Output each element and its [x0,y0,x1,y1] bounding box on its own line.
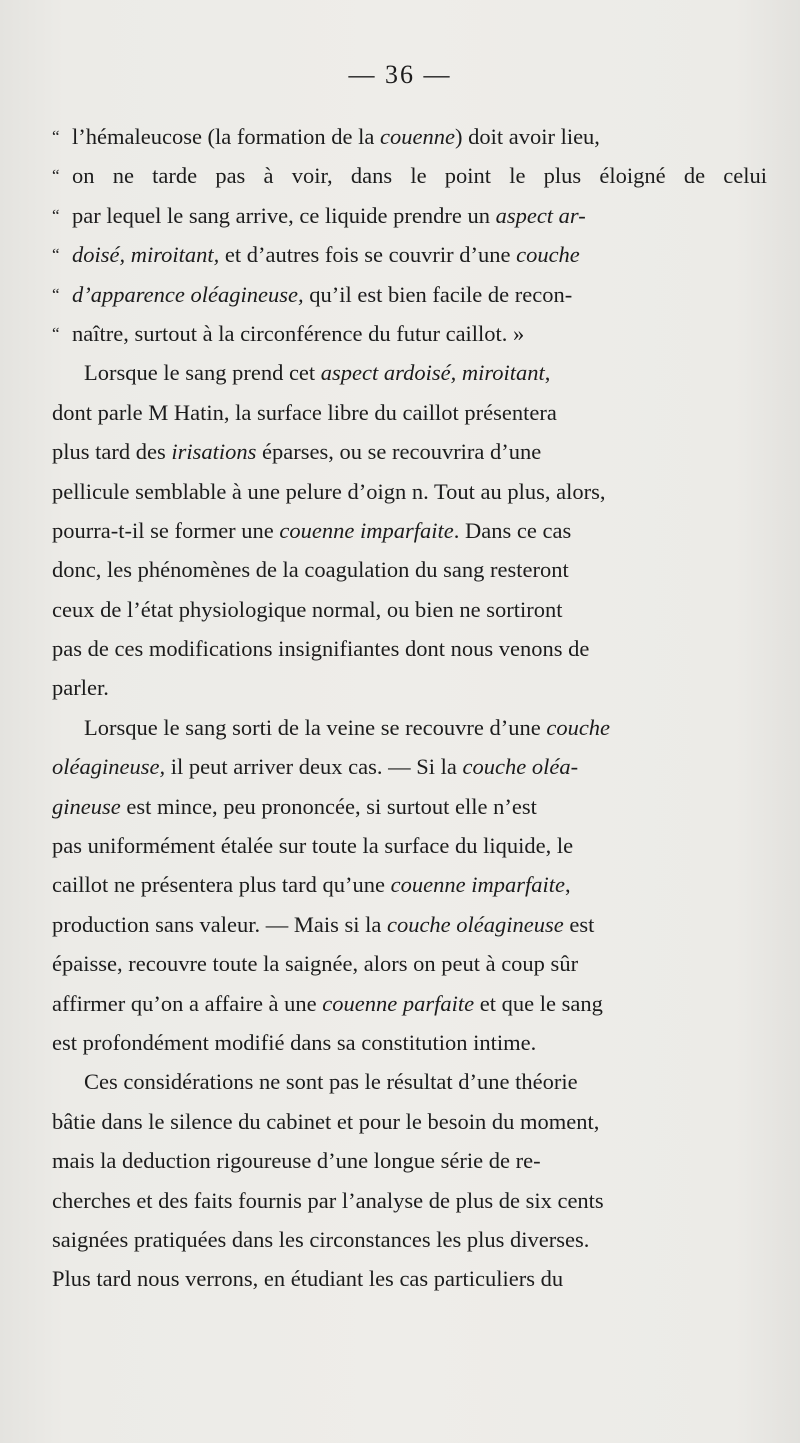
text: par lequel le sang arrive, ce liquide prendre un [72,202,496,228]
text-line [52,787,767,826]
text-line [52,1023,767,1062]
text: mais la deduction rigoureuse d’une longue série de re- [52,1148,541,1174]
text: et d’autres fois se couvrir d’une [219,242,517,268]
text-line [52,905,767,944]
italic-text: couche [546,714,611,740]
text: ) doit avoir lieu, [454,124,600,149]
italic-text: oléagineuse, [52,754,166,780]
italic-text: couenne parfaite [322,990,475,1016]
text: pas uniformément étalée sur toute la surface du liquide, le [52,833,574,859]
text-line [52,156,767,195]
italic-text: couenne imparfaite [390,872,565,898]
text-line [52,747,767,786]
text: pas de ces modifications insignifiantes dont nous venons de [52,636,590,662]
italic-text: gineuse [52,793,121,819]
text: plus tard des [52,439,172,465]
text-line [52,590,767,629]
text: Lorsque le sang sorti de la veine se recouvre d’une [84,714,547,740]
quote-mark: “ [52,323,60,343]
text: saignées pratiquées dans les circonstances les plus diverses. [52,1226,590,1252]
text-line [52,984,767,1023]
text-line [52,826,767,865]
text: qu’il est bien facile de recon- [303,281,573,307]
italic-text: aspect ardoisé, miroitant [320,360,545,386]
text-line [52,432,767,471]
text: Ces considérations ne sont pas le résultat d’une théorie [84,1069,578,1095]
text-line [52,472,767,511]
text: dont parle M Hatin, la surface libre du caillot présentera [52,399,557,425]
text: pellicule semblable à une pelure d’oign n. Tout au plus, alors, [52,478,606,504]
text: pourra-t-il se former une [52,517,280,543]
text: est profondément modifié dans sa constitution intime. [52,1029,537,1055]
text: , [564,872,571,898]
text: affirmer qu’on a affaire à une [52,990,323,1016]
text: , [544,360,551,386]
quote-mark: “ [52,166,60,186]
text: on ne tarde pas à voir, dans le point le plus éloigné de celui [72,163,767,189]
italic-text: couenne imparfaite [279,517,454,543]
text: parler. [52,675,109,701]
text: épaisse, recouvre toute la saignée, alors on peut à coup sûr [52,951,579,977]
text-line [52,865,767,904]
text-line [52,944,767,983]
text: naître, surtout à la circonférence du futur caillot. » [72,320,525,346]
text: production sans valeur. — Mais si la [52,911,387,937]
text-line [52,275,767,314]
text-line [52,629,767,668]
text-line [52,1259,767,1298]
page-number: — 36 — [348,60,452,89]
text: est [563,911,595,937]
italic-text: aspect ar- [495,202,586,228]
text-line [52,550,767,589]
text-line [52,196,767,235]
italic-text: couche oléa- [462,754,579,780]
text: Lorsque le sang prend cet [84,360,321,386]
italic-text: couche [516,242,580,268]
quote-mark: “ [52,127,60,146]
text: donc, les phénomènes de la coagulation du sang resteront [52,557,569,583]
text: l’hémaleucose (la formation de la [72,124,380,149]
text-line [52,511,767,550]
text: Plus tard nous verrons, en étudiant les cas particuliers du [52,1266,564,1292]
quote-mark: “ [52,284,60,304]
text: éparses, ou se recouvrira d’une [256,439,542,465]
text-line [52,1141,767,1180]
text: est mince, peu prononcée, si surtout elle n’est [120,793,537,819]
italic-text: d’apparence oléagineuse, [72,281,304,307]
italic-text: couenne [380,124,455,149]
text: cherches et des faits fournis par l’analyse de plus de six cents [52,1187,604,1213]
text-line [52,235,767,274]
text-line [52,1220,767,1259]
italic-text: irisations [171,439,257,465]
text-line [52,314,767,353]
text-line [52,393,767,432]
text: bâtie dans le silence du cabinet et pour le besoin du moment, [52,1108,600,1134]
text-line [52,1102,767,1141]
text: et que le sang [474,990,603,1016]
italic-text: doisé, miroitant, [72,242,220,268]
text-line [52,117,767,156]
text-line [52,1181,767,1220]
text-line [52,353,767,392]
text: il peut arriver deux cas. — Si la [165,754,463,780]
text-line [52,708,767,747]
italic-text: couche oléagineuse [386,911,564,937]
text: . Dans ce cas [453,517,572,543]
quote-mark: “ [52,205,60,225]
text: caillot ne présentera plus tard qu’une [52,872,391,898]
text-line [52,668,767,707]
text-line [52,1062,767,1101]
quote-mark: “ [52,245,60,265]
text: ceux de l’état physiologique normal, ou bien ne sortiront [52,596,563,622]
body-text [52,117,767,1299]
